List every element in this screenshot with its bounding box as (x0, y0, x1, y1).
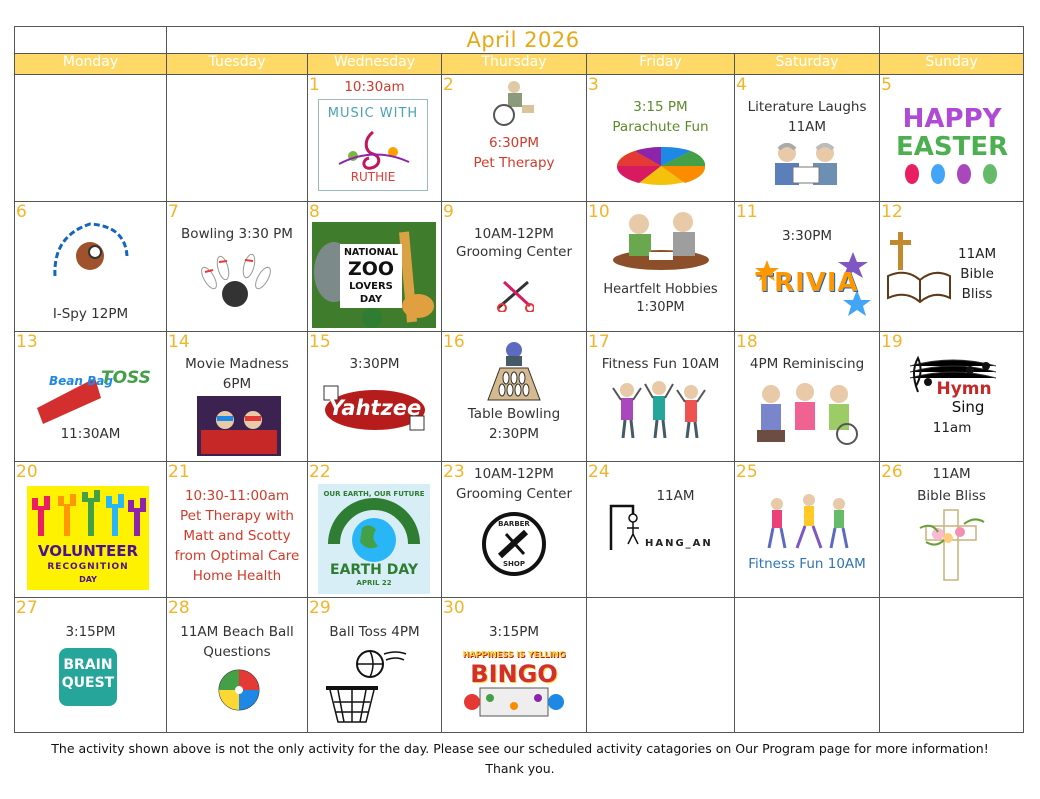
day-number: 13 (16, 332, 38, 352)
music-with-ruthie-image (318, 99, 428, 191)
event-title: Fitness Fun 10AM (601, 356, 720, 372)
dow-monday: Monday (15, 54, 167, 75)
event-time: 10AM-12PM (474, 466, 554, 482)
day-number: 25 (736, 462, 758, 482)
event-title: Parachute Fun (612, 119, 709, 135)
hangman-gallows-icon (607, 502, 647, 552)
day-number: 1 (309, 75, 320, 95)
image-caption: Hymn (936, 379, 992, 399)
event-time: 3:15 PM (633, 99, 688, 115)
event-title: Heartfelt Hobbies (603, 282, 718, 297)
event-title: Literature Laughs (747, 99, 867, 115)
day-cell-7 (167, 202, 308, 332)
day-cell-23 (442, 462, 587, 598)
day-cell-28 (167, 598, 308, 733)
image-caption: APRIL 22 (356, 579, 392, 587)
day-cell-30 (442, 598, 587, 733)
seniors-reading-icon (767, 141, 847, 187)
event-time: 3:30PM (781, 228, 833, 244)
day-cell-17 (587, 332, 735, 462)
empty-day-cell (167, 75, 308, 202)
day-cell-8 (308, 202, 442, 332)
day-cell-4 (735, 75, 880, 202)
day-number: 8 (309, 202, 320, 222)
day-number: 20 (16, 462, 38, 482)
event-time: 3:15PM (65, 624, 116, 640)
event-time: 11AM (932, 466, 971, 482)
beach-ball-icon (217, 668, 261, 712)
event-time: 3:15PM (488, 624, 540, 640)
month-title: April 2026 (167, 27, 880, 54)
event-title: Grooming Center (456, 244, 572, 260)
day-cell-20 (15, 462, 167, 598)
i-spy-magnifier-icon (45, 216, 135, 292)
event-title: 11AM Beach Ball (180, 624, 294, 640)
event-title: Bible (960, 266, 994, 282)
day-cell-25 (735, 462, 880, 598)
image-caption: VOLUNTEER (37, 542, 139, 560)
grooming-comb-scissors-icon (494, 278, 534, 312)
event-title: Home Health (192, 568, 282, 584)
event-title: Movie Madness (185, 356, 289, 372)
day-number: 3 (588, 75, 599, 95)
image-caption: SHOP (503, 560, 525, 568)
day-number: 30 (443, 598, 465, 618)
day-number: 6 (16, 202, 27, 222)
brain-quest-logo (59, 648, 117, 706)
day-cell-13 (15, 332, 167, 462)
day-number: 19 (881, 332, 903, 352)
day-cell-1 (308, 75, 442, 202)
table-bowling-icon (478, 340, 550, 402)
image-caption: HAPPINESS IS YELLING (462, 650, 566, 659)
day-cell-15 (308, 332, 442, 462)
day-number: 4 (736, 75, 747, 95)
image-caption: RUTHIE (350, 170, 396, 184)
event-title: Questions (203, 644, 271, 660)
pet-therapy-wheelchair-icon (486, 79, 536, 127)
event-time: 3:30PM (349, 356, 400, 372)
image-caption: LOVERS (349, 281, 393, 292)
day-cell-14 (167, 332, 308, 462)
day-cell-11 (735, 202, 880, 332)
event-title: Bliss (961, 286, 993, 302)
day-cell-12 (880, 202, 1024, 332)
day-cell-21 (167, 462, 308, 598)
event-time: 10:30-11:00am (184, 488, 290, 504)
image-caption: HAPPY (902, 104, 1002, 134)
day-cell-24 (587, 462, 735, 598)
seniors-crafting-icon (609, 208, 713, 272)
event-title: Pet Therapy (473, 155, 555, 171)
day-number: 5 (881, 75, 892, 95)
image-caption: NATIONAL (343, 247, 398, 258)
event-time: 10AM-12PM (474, 226, 554, 242)
event-time: 2:30PM (488, 426, 540, 442)
treble-clef-icon (319, 126, 427, 176)
image-caption: DAY (359, 294, 383, 305)
event-time: 11AM (958, 246, 997, 262)
day-number: 15 (309, 332, 331, 352)
day-number: 12 (881, 202, 903, 222)
day-cell-22 (308, 462, 442, 598)
image-caption: MUSIC WITH (327, 106, 419, 121)
image-caption: ZOO (347, 258, 395, 280)
dow-tuesday: Tuesday (167, 54, 308, 75)
event-title: Pet Therapy with (180, 508, 294, 524)
day-number: 9 (443, 202, 454, 222)
earth-day-image (318, 484, 430, 594)
image-caption: RECOGNITION (47, 562, 129, 572)
day-number: 27 (16, 598, 38, 618)
event-time: 6:30PM (488, 135, 540, 151)
event-time: 10:30am (344, 79, 405, 95)
event-title: Bible Bliss (917, 488, 986, 504)
day-number: 18 (736, 332, 758, 352)
image-caption: QUEST (61, 675, 115, 691)
day-cell-3 (587, 75, 735, 202)
dow-saturday: Saturday (735, 54, 880, 75)
day-number: 26 (881, 462, 903, 482)
happy-easter-image (890, 105, 1014, 161)
title-blank-cell (880, 27, 1024, 54)
day-cell-10 (587, 202, 735, 332)
empty-day-cell (880, 598, 1024, 733)
zoo-sign (340, 244, 402, 308)
day-number: 14 (168, 332, 190, 352)
image-caption: DAY (79, 575, 97, 584)
image-caption: BRAIN (63, 657, 113, 673)
dow-sunday: Sunday (880, 54, 1024, 75)
day-number: 23 (443, 462, 465, 482)
empty-day-cell (587, 598, 735, 733)
day-cell-5 (880, 75, 1024, 202)
day-number: 7 (168, 202, 179, 222)
day-cell-29 (308, 598, 442, 733)
basketball-hoop-icon (324, 646, 408, 726)
calendar (14, 26, 1023, 733)
event-time: 11AM (788, 119, 827, 135)
image-caption: EASTER (896, 132, 1009, 162)
event-title: Fitness Fun 10AM (748, 556, 866, 572)
event-time: 6PM (222, 376, 252, 392)
zoo-lovers-day-image (312, 222, 436, 328)
image-caption: Sing (951, 398, 985, 416)
event-time: 11:30AM (60, 426, 121, 442)
easter-eggs-icon (900, 163, 1004, 185)
bowling-icon (191, 248, 281, 310)
empty-day-cell (15, 75, 167, 202)
parachute-icon (615, 145, 707, 187)
day-cell-18 (735, 332, 880, 462)
seniors-exercising-icon (611, 380, 707, 440)
floral-cross-icon (914, 508, 990, 582)
event-title: Bowling 3:30 PM (181, 226, 293, 242)
dow-thursday: Thursday (442, 54, 587, 75)
dow-wednesday: Wednesday (308, 54, 442, 75)
bible-cross-icon (886, 232, 952, 304)
image-caption: Yahtzee (328, 396, 422, 420)
title-blank-cell (15, 27, 167, 54)
image-caption: HANG_AN (645, 538, 713, 549)
image-caption: EARTH DAY (330, 562, 418, 578)
event-time: 11am (932, 420, 972, 436)
day-number: 17 (588, 332, 610, 352)
day-number: 22 (309, 462, 331, 482)
day-number: 24 (588, 462, 610, 482)
raised-hands-icon (27, 488, 149, 538)
event-title: from Optimal Care (174, 548, 300, 564)
volunteer-recognition-image (27, 486, 149, 590)
day-number: 28 (168, 598, 190, 618)
day-cell-9 (442, 202, 587, 332)
event-title: Grooming Center (456, 486, 572, 502)
trivia-image-text: TRIVIA (755, 268, 859, 298)
day-number: 21 (168, 462, 190, 482)
calendar-grid (14, 26, 1024, 733)
day-number: 11 (736, 202, 758, 222)
movie-seniors-icon (197, 396, 281, 456)
day-cell-16 (442, 332, 587, 462)
image-caption: BINGO (470, 660, 558, 688)
event-time: 11AM (656, 488, 695, 504)
fitness-stretching-icon (759, 494, 855, 552)
day-cell-27 (15, 598, 167, 733)
image-caption: Bean Bag (49, 374, 113, 388)
event-title: Matt and Scotty (183, 528, 291, 544)
event-title: I-Spy 12PM (52, 306, 129, 322)
day-cell-26 (880, 462, 1024, 598)
day-number: 29 (309, 598, 331, 618)
day-cell-19 (880, 332, 1024, 462)
day-cell-2 (442, 75, 587, 202)
day-cell-6 (15, 202, 167, 332)
day-number: 10 (588, 202, 610, 222)
seniors-reminiscing-icon (749, 380, 861, 446)
event-title: Table Bowling (467, 406, 561, 422)
dow-friday: Friday (587, 54, 735, 75)
event-title: Ball Toss 4PM (329, 624, 420, 640)
image-caption: TOSS (101, 368, 151, 388)
day-number: 16 (443, 332, 465, 352)
footer-thanks: Thank you. (485, 761, 555, 776)
event-text (950, 244, 1004, 304)
footer-note: The activity shown above is not the only activity for the day. Please see our scheduled activity catagories on Our Program page for more information! (51, 741, 989, 756)
empty-day-cell (735, 598, 880, 733)
day-number: 2 (443, 75, 454, 95)
event-title: 4PM Reminiscing (749, 356, 865, 372)
barber-shop-logo (482, 512, 546, 576)
image-caption: OUR EARTH, OUR FUTURE (323, 490, 425, 498)
event-time: 1:30PM (636, 300, 685, 315)
image-caption: BARBER (498, 520, 530, 528)
